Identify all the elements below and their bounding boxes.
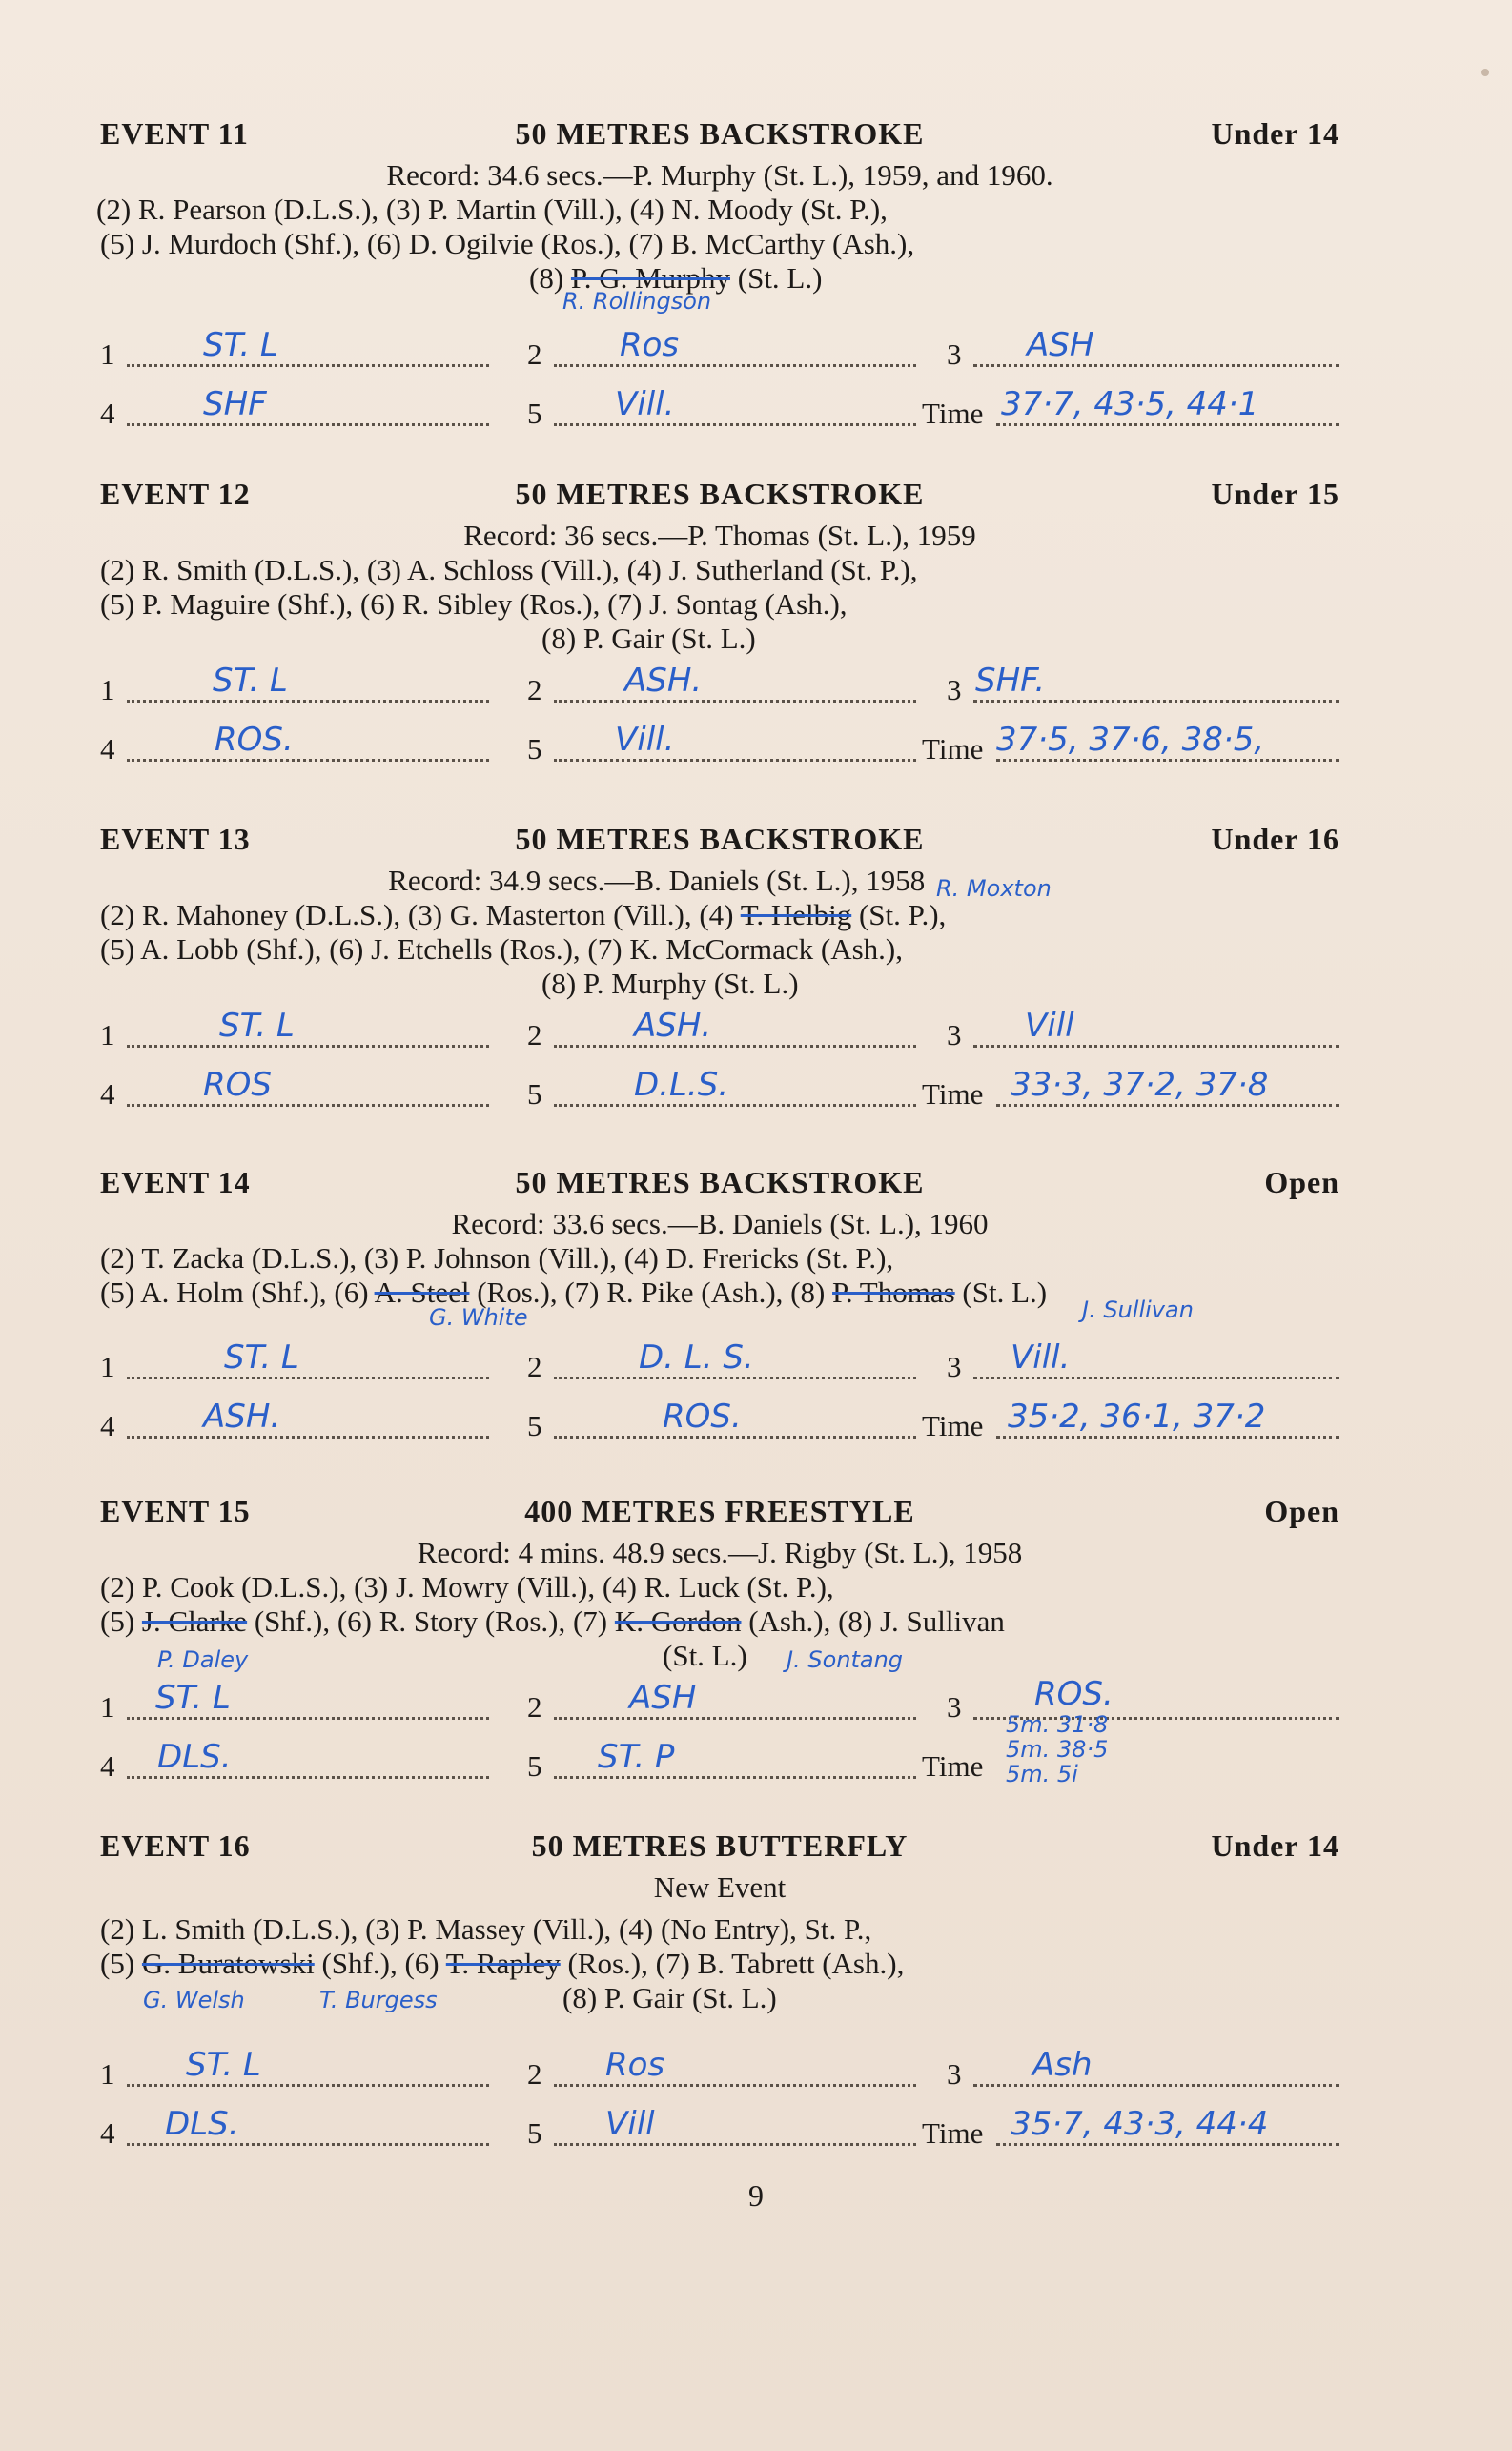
event-14 xyxy=(100,1165,1339,1451)
event-12 xyxy=(100,477,1339,774)
handwritten-substitute: P. Daley xyxy=(157,1646,249,1673)
place-5-entry: D.L.S. xyxy=(634,1066,729,1104)
entries-line-2: (5) A. Lobb (Shf.), (6) J. Etchells (Ros.), (7) K. McCormack (Ash.), xyxy=(100,932,904,966)
event-title: 50 METRES BACKSTROKE xyxy=(515,477,925,511)
handwritten-substitute: R. Moxton xyxy=(936,875,1052,902)
place-number: 2 xyxy=(527,1690,542,1724)
place-3-entry: SHF. xyxy=(975,662,1046,700)
dotted-line xyxy=(127,730,489,762)
handwritten-substitute: R. Rollingson xyxy=(562,288,712,315)
event-category: Open xyxy=(1264,1165,1339,1199)
handwritten-substitute: G. Welsh xyxy=(143,1987,245,2013)
event-header xyxy=(100,1165,1339,1207)
entries-line-2: (5) J. Murdoch (Shf.), (6) D. Ogilvie (Ros.), (7) B. McCarthy (Ash.), xyxy=(100,227,915,260)
place-number: 2 xyxy=(527,1350,542,1383)
place-1-entry: ST. L xyxy=(203,326,278,364)
event-title: 400 METRES FREESTYLE xyxy=(524,1494,915,1528)
place-number: 2 xyxy=(527,337,542,371)
entries-line-2: (5) P. Maguire (Shf.), (6) R. Sibley (Ros.), (7) J. Sontag (Ash.), xyxy=(100,587,848,621)
entries-line-2 xyxy=(100,1604,1339,1639)
event-header xyxy=(100,477,1339,519)
place-number: 4 xyxy=(100,1077,115,1111)
struck-entry: A. Steel xyxy=(374,1276,470,1309)
struck-entry: K. Gordon xyxy=(614,1604,742,1638)
struck-entry: T. Helbig xyxy=(740,898,852,931)
event-title: 50 METRES BACKSTROKE xyxy=(515,822,925,856)
dotted-line xyxy=(973,2055,1339,2087)
event-header xyxy=(100,116,1339,158)
event-number: EVENT 13 xyxy=(100,822,251,856)
place-2-entry: ASH xyxy=(629,1679,697,1717)
place-number: 2 xyxy=(527,673,542,706)
dotted-line xyxy=(554,1016,916,1048)
event-category: Under 15 xyxy=(1211,477,1339,511)
struck-entry: G. Buratowski xyxy=(141,1947,315,1980)
event-16 xyxy=(100,1828,1339,2158)
place-5-entry: ST. P xyxy=(598,1738,675,1776)
dotted-line xyxy=(554,336,916,367)
finish-times: 33·3, 37·2, 37·8 xyxy=(1011,1066,1269,1104)
place-number: 1 xyxy=(100,1690,115,1724)
place-1-entry: ST. L xyxy=(224,1338,299,1377)
time-label: Time xyxy=(922,1409,984,1442)
place-number: 5 xyxy=(527,1077,542,1111)
place-number: 5 xyxy=(527,732,542,766)
place-5-entry: Vill. xyxy=(615,721,675,759)
finish-times: 37·7, 43·5, 44·1 xyxy=(1001,385,1259,423)
place-4-entry: ROS. xyxy=(215,721,294,759)
dotted-line xyxy=(554,1688,916,1720)
place-5-entry: ROS. xyxy=(663,1398,742,1436)
place-2-entry: ASH. xyxy=(634,1007,712,1045)
place-3-entry: ROS. xyxy=(1034,1675,1114,1713)
dotted-line xyxy=(127,1075,489,1107)
place-number: 2 xyxy=(527,2057,542,2091)
record-text: Record: 34.9 secs.—B. Daniels (St. L.), 1958 xyxy=(388,864,926,897)
dotted-line xyxy=(127,2055,489,2087)
page-number: 9 xyxy=(748,2178,764,2213)
entries-line-1 xyxy=(100,898,1339,932)
place-number: 1 xyxy=(100,2057,115,2091)
event-record: Record: 33.6 secs.—B. Daniels (St. L.), 1960 xyxy=(451,1207,989,1240)
dotted-line xyxy=(554,730,916,762)
results-row-2 xyxy=(100,1060,1339,1119)
finish-times: 37·5, 37·6, 38·5, xyxy=(996,721,1265,759)
time-label: Time xyxy=(922,2116,984,2150)
struck-entry: P. G. Murphy xyxy=(570,261,730,295)
event-category: Open xyxy=(1264,1494,1339,1528)
event-header xyxy=(100,1494,1339,1536)
entries-line-3: (8) P. Gair (St. L.) xyxy=(541,622,756,655)
place-4-entry: ASH. xyxy=(203,1398,281,1436)
place-1-entry: ST. L xyxy=(155,1679,231,1717)
dotted-line xyxy=(127,395,489,426)
struck-entry: T. Rapley xyxy=(445,1947,561,1980)
entry-text: (Ros.), (7) R. Pike (Ash.), (8) xyxy=(469,1276,833,1309)
place-number: 5 xyxy=(527,397,542,430)
place-number: 1 xyxy=(100,1350,115,1383)
event-record xyxy=(100,864,1339,902)
place-number: 3 xyxy=(947,1350,962,1383)
place-5-entry: Vill. xyxy=(615,385,675,423)
place-4-entry: DLS. xyxy=(165,2105,239,2143)
dotted-line xyxy=(554,671,916,703)
place-3-entry: Vill xyxy=(1025,1007,1074,1045)
entries-line-3 xyxy=(100,1639,1339,1673)
results-row-2 xyxy=(100,715,1339,774)
finish-time-2: 5m. 38·5 xyxy=(1006,1736,1109,1763)
place-3-entry: Ash xyxy=(1032,2046,1093,2084)
place-2-entry: ASH. xyxy=(624,662,703,700)
event-number: EVENT 11 xyxy=(100,116,249,151)
event-number: EVENT 14 xyxy=(100,1165,251,1199)
place-number: 1 xyxy=(100,673,115,706)
time-label: Time xyxy=(922,397,984,430)
handwritten-substitute: G. White xyxy=(429,1304,528,1331)
event-number: EVENT 15 xyxy=(100,1494,251,1528)
dotted-line xyxy=(127,1016,489,1048)
event-title: 50 METRES BACKSTROKE xyxy=(515,1165,925,1199)
event-number: EVENT 12 xyxy=(100,477,251,511)
event-11 xyxy=(96,116,1339,439)
handwritten-substitute: J. Sullivan xyxy=(1082,1297,1194,1323)
place-number: 1 xyxy=(100,1018,115,1052)
results-row-1 xyxy=(100,2040,1339,2099)
event-record: Record: 34.6 secs.—P. Murphy (St. L.), 1959, and 1960. xyxy=(386,158,1053,192)
event-title: 50 METRES BACKSTROKE xyxy=(515,116,925,151)
entry-text: (Ash.), (8) J. Sullivan xyxy=(741,1604,1005,1638)
results-row-2 xyxy=(100,2099,1339,2158)
paper-mark xyxy=(1481,69,1489,76)
time-label: Time xyxy=(922,1077,984,1111)
place-number: 4 xyxy=(100,1749,115,1783)
place-2-entry: Ros xyxy=(620,326,680,364)
results-row-2 xyxy=(100,1392,1339,1451)
event-15 xyxy=(100,1494,1339,1791)
results-row-2 xyxy=(100,1711,1339,1791)
place-number: 4 xyxy=(100,397,115,430)
place-number: 3 xyxy=(947,1690,962,1724)
event-13 xyxy=(100,822,1339,1119)
results-row-1 xyxy=(100,656,1339,715)
place-3-entry: ASH xyxy=(1027,326,1094,364)
finish-times: 35·7, 43·3, 44·4 xyxy=(1011,2105,1269,2143)
place-3-entry: Vill. xyxy=(1011,1338,1071,1377)
place-number: 3 xyxy=(947,2057,962,2091)
struck-entry: J. Clarke xyxy=(141,1604,248,1638)
dotted-line xyxy=(127,671,489,703)
place-number: 5 xyxy=(527,1749,542,1783)
event-header xyxy=(100,1828,1339,1870)
entry-text: (5) xyxy=(100,1947,142,1980)
place-1-entry: ST. L xyxy=(219,1007,295,1045)
dotted-line xyxy=(127,1348,489,1379)
dotted-line xyxy=(554,395,916,426)
entry-pre: (8) xyxy=(529,261,571,295)
handwritten-substitute: J. Sontang xyxy=(787,1646,904,1673)
entries-line-3: (8) P. Murphy (St. L.) xyxy=(541,967,799,1000)
entry-text: (St. L.) xyxy=(954,1276,1048,1309)
event-record: New Event xyxy=(653,1870,787,1904)
entries-line-1: (2) T. Zacka (D.L.S.), (3) P. Johnson (Vill.), (4) D. Frericks (St. P.), xyxy=(100,1241,894,1275)
entry-text: (8) P. Gair (St. L.) xyxy=(562,1981,777,2014)
results-row-1 xyxy=(100,320,1339,379)
place-number: 3 xyxy=(947,673,962,706)
place-4-entry: ROS xyxy=(203,1066,272,1104)
entry-text: (5) A. Holm (Shf.), (6) xyxy=(100,1276,375,1309)
place-number: 3 xyxy=(947,337,962,371)
time-label: Time xyxy=(922,732,984,766)
place-1-entry: ST. L xyxy=(213,662,288,700)
dotted-line xyxy=(127,1407,489,1439)
entry-post: (St. P.), xyxy=(851,898,947,931)
place-number: 5 xyxy=(527,2116,542,2150)
entry-post: (St. L.) xyxy=(730,261,823,295)
event-title: 50 METRES BUTTERFLY xyxy=(531,1828,909,1863)
entry-pre: (2) R. Mahoney (D.L.S.), (3) G. Masterton (Vill.), (4) xyxy=(100,898,741,931)
place-2-entry: D. L. S. xyxy=(639,1338,754,1377)
entries-line-1: (2) P. Cook (D.L.S.), (3) J. Mowry (Vill.), (4) R. Luck (St. P.), xyxy=(100,1570,834,1603)
event-category: Under 16 xyxy=(1211,822,1339,856)
dotted-line xyxy=(127,336,489,367)
event-category: Under 14 xyxy=(1211,116,1339,151)
entry-text: (5) xyxy=(100,1604,142,1638)
event-number: EVENT 16 xyxy=(100,1828,251,1863)
entry-text: (Shf.), (6) R. Story (Ros.), (7) xyxy=(247,1604,615,1638)
finish-times: 35·2, 36·1, 37·2 xyxy=(1008,1398,1266,1436)
entries-line-3 xyxy=(100,1981,1339,2015)
entry-text: (Ros.), (7) B. Tabrett (Ash.), xyxy=(560,1947,905,1980)
time-label: Time xyxy=(922,1749,984,1783)
event-category: Under 14 xyxy=(1211,1828,1339,1863)
place-number: 2 xyxy=(527,1018,542,1052)
event-header xyxy=(100,822,1339,864)
dotted-line xyxy=(554,1075,916,1107)
event-record: Record: 36 secs.—P. Thomas (St. L.), 1959 xyxy=(463,519,976,552)
finish-time-1: 5m. 31·8 xyxy=(1006,1711,1109,1738)
handwritten-substitute: T. Burgess xyxy=(319,1987,438,2013)
place-number: 5 xyxy=(527,1409,542,1442)
struck-entry: P. Thomas xyxy=(832,1276,955,1309)
place-number: 3 xyxy=(947,1018,962,1052)
place-number: 1 xyxy=(100,337,115,371)
entries-line-1: (2) R. Pearson (D.L.S.), (3) P. Martin (Vill.), (4) N. Moody (St. P.), xyxy=(96,193,888,226)
entries-line-3 xyxy=(100,261,1339,296)
place-number: 4 xyxy=(100,1409,115,1442)
results-row-1 xyxy=(100,1333,1339,1392)
entry-text: (Shf.), (6) xyxy=(314,1947,446,1980)
event-record: Record: 4 mins. 48.9 secs.—J. Rigby (St. L.), 1958 xyxy=(417,1536,1023,1569)
place-number: 4 xyxy=(100,732,115,766)
results-row-2 xyxy=(100,379,1339,439)
place-5-entry: Vill xyxy=(605,2105,655,2143)
finish-time-3: 5m. 5i xyxy=(1006,1761,1078,1787)
place-4-entry: DLS. xyxy=(157,1738,232,1776)
entries-line-2 xyxy=(100,1947,1339,1981)
place-4-entry: SHF xyxy=(203,385,267,423)
place-number: 4 xyxy=(100,2116,115,2150)
results-row-1 xyxy=(100,1001,1339,1060)
entries-line-1: (2) L. Smith (D.L.S.), (3) P. Massey (Vill.), (4) (No Entry), St. P., xyxy=(100,1912,872,1946)
place-2-entry: Ros xyxy=(605,2046,665,2084)
entry-text: (St. L.) xyxy=(663,1639,747,1672)
place-1-entry: ST. L xyxy=(186,2046,261,2084)
entries-line-1: (2) R. Smith (D.L.S.), (3) A. Schloss (Vill.), (4) J. Sutherland (St. P.), xyxy=(100,553,918,586)
results-row-1 xyxy=(100,1673,1339,1732)
